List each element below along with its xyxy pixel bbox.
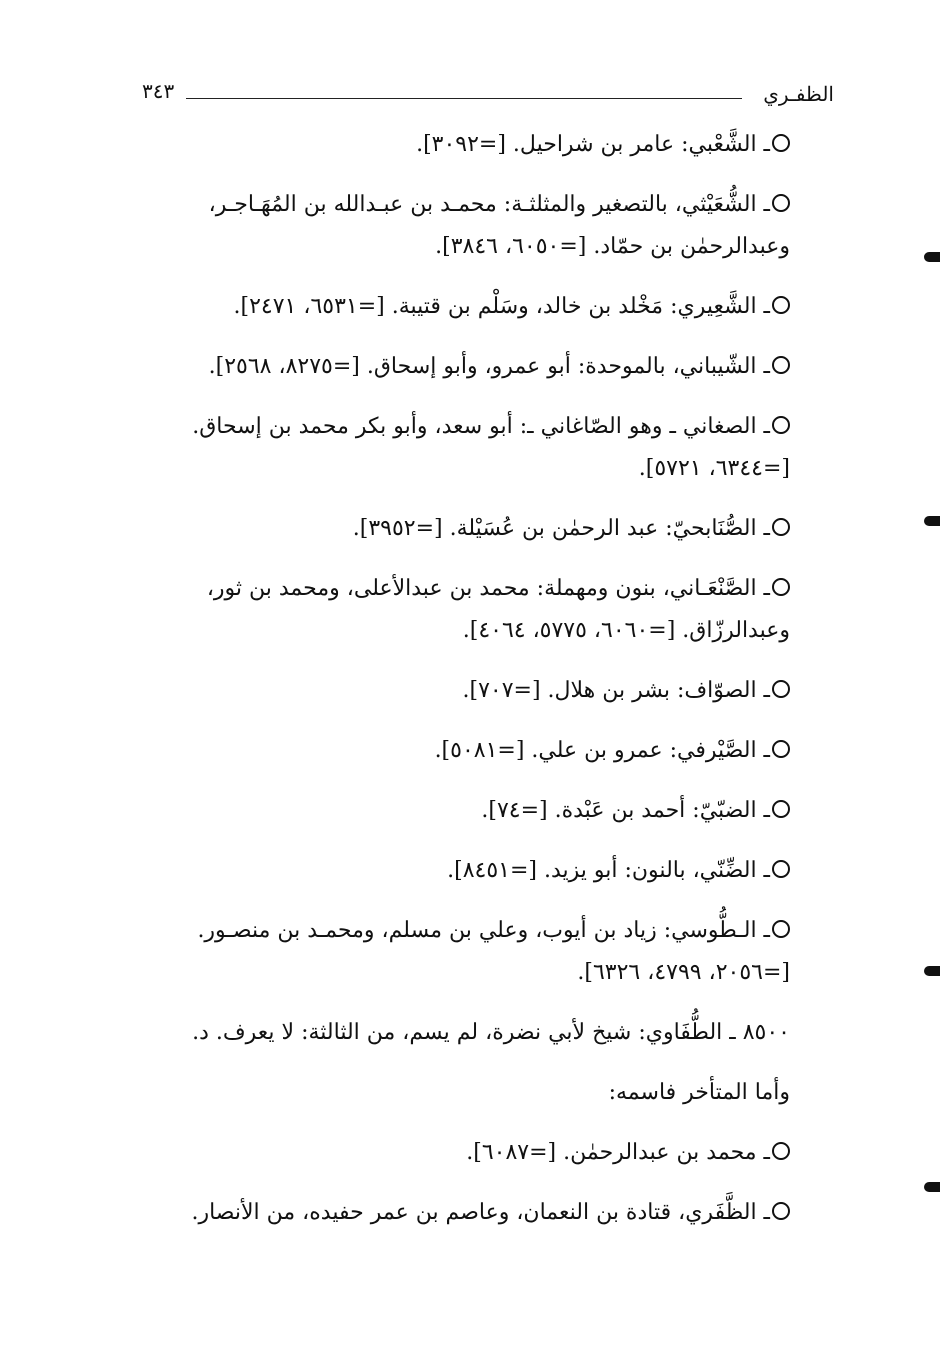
circle-bullet-icon (772, 296, 790, 314)
entry-text: ـ الشَّعِيري: مَخْلد بن خالد، وسَلْم بن قتيبة. [=٦٥٣١، ٢٤٧١]. (233, 294, 770, 319)
entry (140, 730, 834, 772)
running-title: الظفـري (763, 82, 834, 106)
entry-text: ـ الصغاني ـ وهو الصّاغاني ـ: أبو سعد، وأبو بكر محمد بن إسحاق. [=٦٣٤٤، ٥٧٢١]. (192, 414, 790, 481)
entry (140, 670, 834, 712)
entry-text: ـ الصوّاف: بشر بن هلال. [=٧٠٧]. (462, 678, 770, 703)
entry-text: ـ الضِّنّي، بالنون: أبو يزيد. [=٨٤٥١]. (447, 858, 770, 883)
section-note (140, 1072, 834, 1114)
circle-bullet-icon (772, 860, 790, 878)
margin-mark (924, 966, 940, 976)
entry-text: ـ الـطُّوسي: زياد بن أيوب، وعلي بن مسلم، ومحمـد بن منصـور. [=٢٠٥٦، ٤٧٩٩، ٦٣٢٦]. (197, 918, 790, 985)
circle-bullet-icon (772, 518, 790, 536)
entry (140, 286, 834, 328)
entry-text: ـ الضبّيّ: أحمد بن عَبْدة. [=٧٤]. (481, 798, 770, 823)
margin-mark (924, 1182, 940, 1192)
circle-bullet-icon (772, 134, 790, 152)
entry-text: ٨٥٠٠ ـ الطُّفَاوي: شيخ لأبي نضرة، لم يسم، من الثالثة: لا يعرف. د. (192, 1020, 790, 1045)
entry-text: ـ الصُّنَابحيّ: عبد الرحمٰن بن عُسَيْلة. [=٣٩٥٢]. (352, 516, 770, 541)
entry (140, 790, 834, 832)
circle-bullet-icon (772, 920, 790, 938)
header-rule (186, 98, 742, 99)
entry-list (140, 124, 834, 1252)
circle-bullet-icon (772, 1142, 790, 1160)
entry-text: ـ الشّيباني، بالموحدة: أبو عمرو، وأبو إسحاق. [=٨٢٧٥، ٢٥٦٨]. (208, 354, 770, 379)
circle-bullet-icon (772, 740, 790, 758)
entry (140, 184, 834, 268)
running-header (140, 76, 834, 116)
page-number: ٣٤٣ (142, 79, 175, 103)
entry-text: ـ محمد بن عبدالرحمٰن. [=٦٠٨٧]. (466, 1140, 770, 1165)
circle-bullet-icon (772, 680, 790, 698)
circle-bullet-icon (772, 1202, 790, 1220)
entry-text: ـ الظَّفَري، قتادة بن النعمان، وعاصم بن عمر حفيده، من الأنصار. (191, 1200, 770, 1225)
circle-bullet-icon (772, 578, 790, 596)
entry-text: ـ الشَّعْبي: عامر بن شراحيل. [=٣٠٩٢]. (416, 132, 770, 157)
entry-text: ـ الصَّيْرفي: عمرو بن علي. [=٥٠٨١]. (434, 738, 770, 763)
entry (140, 1132, 834, 1174)
entry (140, 1192, 834, 1234)
circle-bullet-icon (772, 416, 790, 434)
entry (140, 568, 834, 652)
entry-text: ـ الصَّنْعَـاني، بنون ومهملة: محمد بن عبدالأعلى، ومحمد بن ثور، وعبدالرزّاق. [=٦٠٦٠، ٥٧٧٥، ٤٠٦٤]. (206, 576, 790, 643)
margin-mark (924, 516, 940, 526)
entry (140, 508, 834, 550)
entry (140, 850, 834, 892)
entry (140, 406, 834, 490)
numbered-entry (140, 1012, 834, 1054)
entry-text: وأما المتأخر فاسمه: (608, 1080, 790, 1105)
entry-text: ـ الشُّعَيْثي، بالتصغير والمثلثـة: محمـد بن عبـدالله بن المُهَـاجـر، وعبدالرحمٰن بن حمّاد. [=٦٠٥٠، ٣٨٤٦]. (208, 192, 790, 259)
margin-mark (924, 252, 940, 262)
entry (140, 910, 834, 994)
entry (140, 124, 834, 166)
circle-bullet-icon (772, 194, 790, 212)
circle-bullet-icon (772, 356, 790, 374)
circle-bullet-icon (772, 800, 790, 818)
entry (140, 346, 834, 388)
